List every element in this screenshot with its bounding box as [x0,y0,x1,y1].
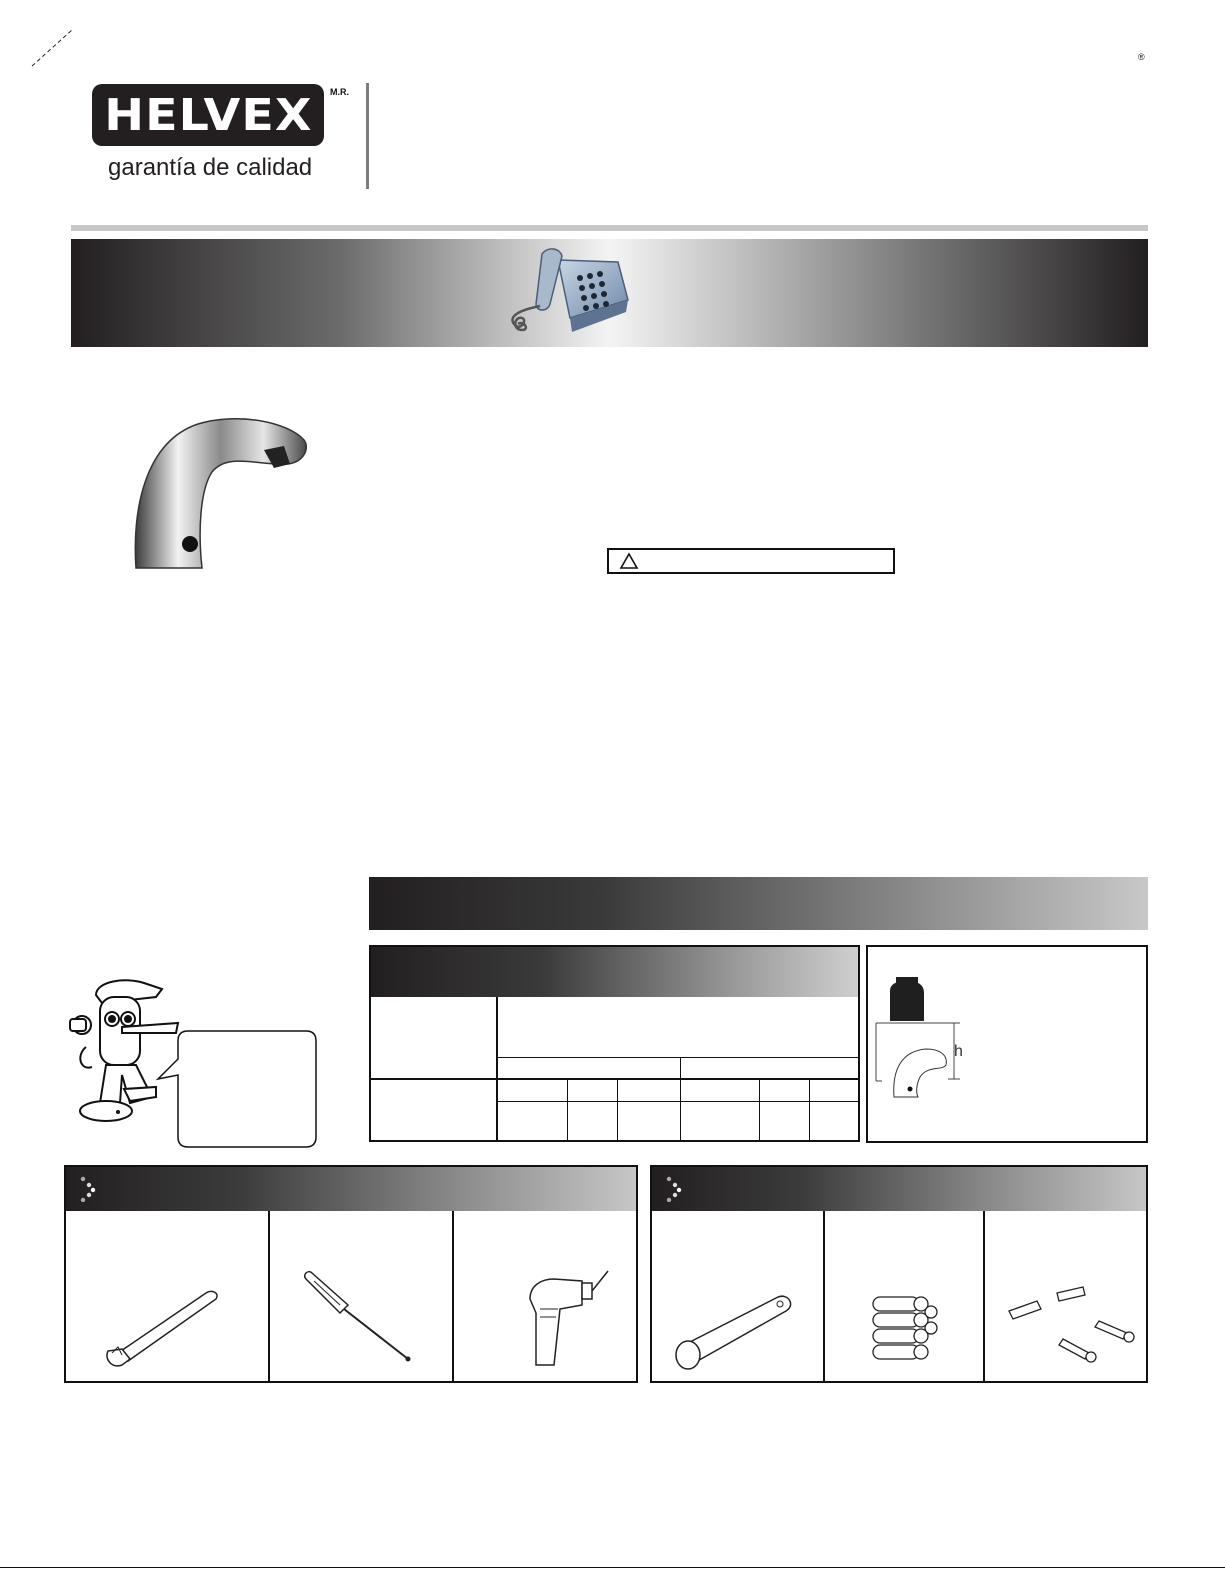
logo-badge [92,84,324,146]
table-line [809,1080,810,1142]
table-line [496,997,498,1142]
mascot-illustration [66,975,326,1150]
height-diagram [866,945,1148,1143]
batteries-icon [869,1291,941,1367]
specifications-header-band [369,877,1148,930]
faucet-image [128,412,313,582]
wall-anchors-screws-icon [1003,1281,1143,1381]
telephone-icon [500,240,640,348]
cut-mark [28,28,78,68]
table-line [680,1057,681,1142]
screwdriver-icon [300,1267,420,1367]
power-drill-icon [520,1269,610,1379]
tools-panel [64,1165,638,1383]
warning-box [607,548,895,574]
table-line [371,1078,858,1080]
socket-wrench-icon [674,1283,804,1373]
height-label: h [954,1043,963,1060]
mascot-figure [70,980,178,1121]
logo-wordmark: HELVEX [103,89,313,141]
included-parts-panel [650,1165,1148,1383]
header-divider [366,83,369,189]
tool-cell-drill [452,1211,636,1381]
top-rule [71,225,1148,231]
bottom-rule [0,1567,1225,1568]
part-cell-anchors [983,1211,1146,1381]
table-line [617,1080,618,1142]
adjustable-wrench-icon [104,1277,234,1371]
bullet-dots-icon [666,1176,682,1202]
table-line [759,1080,760,1142]
tool-cell-screwdriver [268,1211,454,1381]
speech-bubble [158,1031,316,1147]
spec-table-header [371,947,858,997]
sink-soap-dispenser-icon [890,977,924,1021]
logo-tagline: garantía de calidad [108,154,313,181]
tools-panel-header [66,1167,636,1211]
faucet-outline-icon [894,1049,947,1097]
table-line [498,1101,858,1102]
table-line [567,1080,568,1142]
specifications-table [369,945,860,1142]
included-parts-panel-header [652,1167,1146,1211]
table-line [498,1057,858,1058]
registered-mark: ® [1138,52,1145,62]
tool-cell-wrench [66,1211,268,1381]
bullet-dots-icon [80,1176,96,1202]
logo-trademark: M.R. [330,87,349,97]
part-cell-batteries [823,1211,985,1381]
warning-triangle-icon [619,552,639,570]
part-cell-socket-wrench [652,1211,823,1381]
helvex-logo [92,82,354,192]
